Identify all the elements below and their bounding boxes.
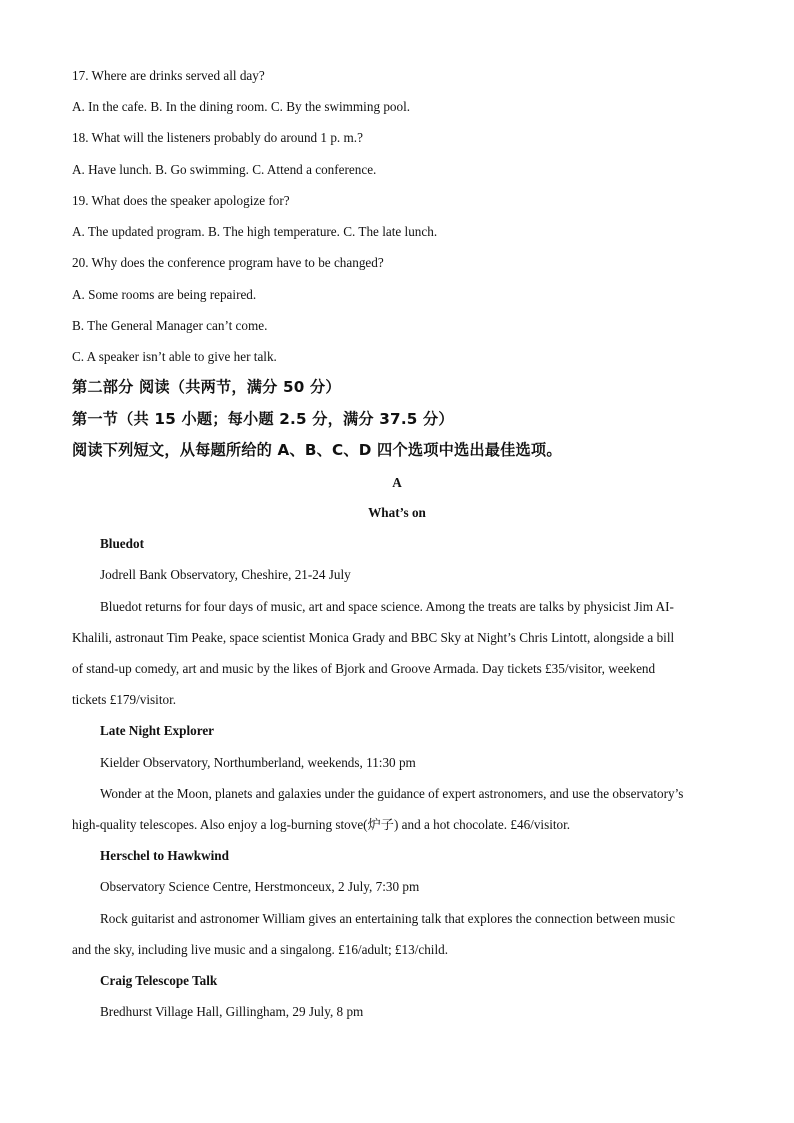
event-body-line: Rock guitarist and astronomer William gives an entertaining talk that explores the connection between music: [100, 911, 675, 926]
question-19: 19. What does the speaker apologize for?: [72, 193, 290, 208]
event-body-line: Khalili, astronaut Tim Peake, space scientist Monica Grady and BBC Sky at Night’s Chris Lintott, alongside a bill: [72, 630, 675, 645]
event-body-line: high-quality telescopes. Also enjoy a log-burning stove(炉子) and a hot chocolate. £46/visitor.: [72, 817, 571, 832]
option-20-a: A. Some rooms are being repaired.: [72, 287, 257, 302]
event-name: Late Night Explorer: [100, 723, 215, 738]
event-name: Herschel to Hawkwind: [100, 848, 229, 863]
event-details: Jodrell Bank Observatory, Cheshire, 21-24 July: [100, 567, 351, 582]
option-20-c: C. A speaker isn’t able to give her talk.: [72, 349, 277, 364]
question-18: 18. What will the listeners probably do around 1 p. m.?: [72, 130, 363, 145]
options-18: A. Have lunch. B. Go swimming. C. Attend a conference.: [72, 162, 377, 177]
option-20-b: B. The General Manager can’t come.: [72, 318, 268, 333]
event-name: Bluedot: [100, 536, 144, 551]
event-body-line: and the sky, including live music and a singalong. £16/adult; £13/child.: [72, 942, 449, 957]
section-title: 第一节（共 15 小题；每小题 2.5 分，满分 37.5 分）: [72, 410, 454, 428]
event-body-line: Bluedot returns for four days of music, art and space science. Among the treats are talks by physicist Jim AI-: [100, 599, 674, 614]
part-title: 第二部分 阅读（共两节，满分 50 分）: [72, 378, 341, 396]
event-body-line: of stand-up comedy, art and music by the likes of Bjork and Groove Armada. Day tickets £35/visitor, weekend: [72, 661, 656, 676]
event-name: Craig Telescope Talk: [100, 973, 218, 988]
event-body-line: tickets £179/visitor.: [72, 692, 177, 707]
passage-letter: A: [392, 475, 402, 490]
passage-title: What’s on: [368, 505, 426, 520]
question-17: 17. Where are drinks served all day?: [72, 68, 265, 83]
options-17: A. In the cafe. B. In the dining room. C. By the swimming pool.: [72, 99, 411, 114]
event-body-line: Wonder at the Moon, planets and galaxies under the guidance of expert astronomers, and use the observatory’s: [100, 786, 684, 801]
event-details: Observatory Science Centre, Herstmonceux, 2 July, 7:30 pm: [100, 879, 420, 894]
options-19: A. The updated program. B. The high temperature. C. The late lunch.: [72, 224, 438, 239]
question-20: 20. Why does the conference program have to be changed?: [72, 255, 384, 270]
instruction: 阅读下列短文，从每题所给的 A、B、C、D 四个选项中选出最佳选项。: [72, 441, 562, 459]
event-details: Bredhurst Village Hall, Gillingham, 29 July, 8 pm: [100, 1004, 364, 1019]
event-details: Kielder Observatory, Northumberland, weekends, 11:30 pm: [100, 755, 416, 770]
